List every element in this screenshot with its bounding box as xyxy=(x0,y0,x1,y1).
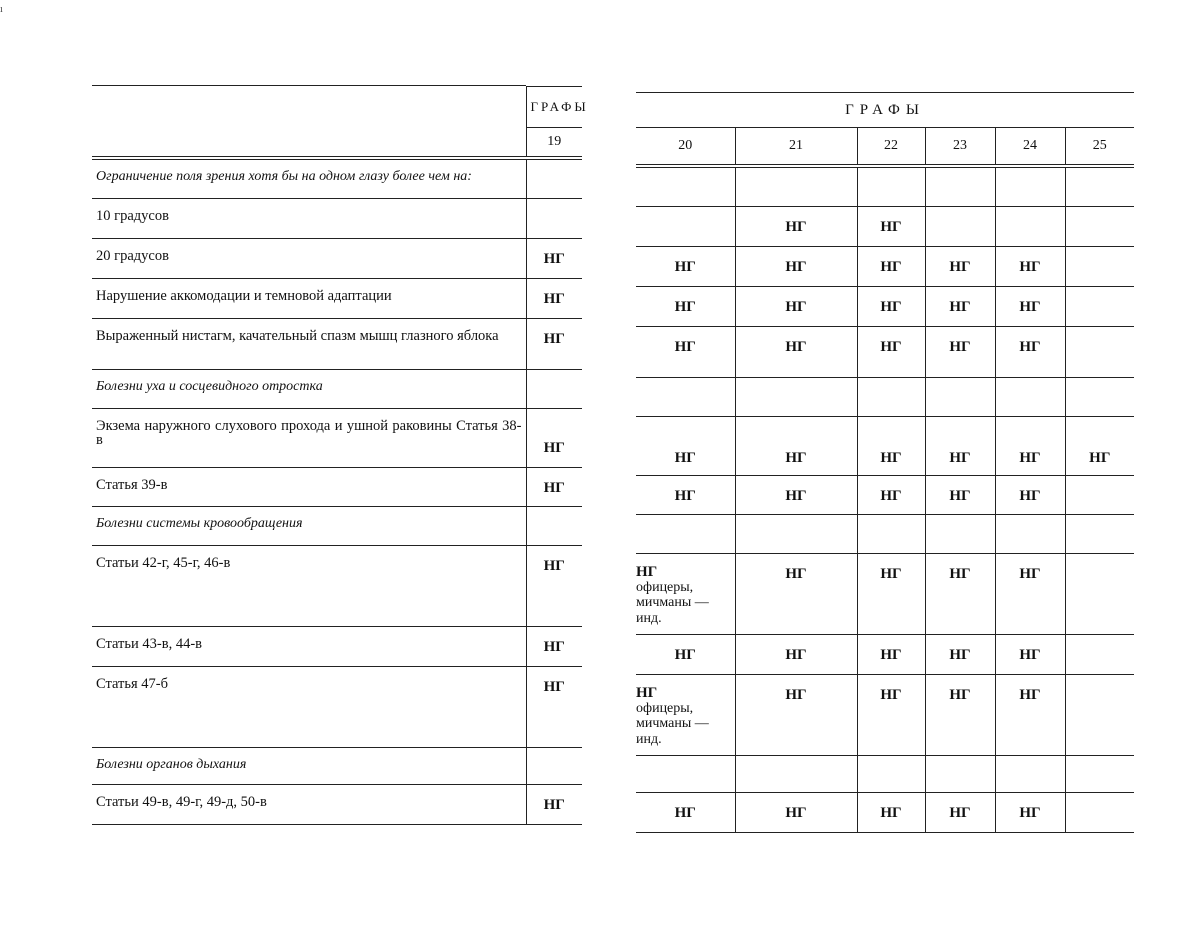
grid-cell xyxy=(636,377,735,416)
grid-cell xyxy=(1065,166,1134,206)
grid-cell xyxy=(857,514,925,553)
grid-cell: НГ xyxy=(1065,416,1134,475)
grid-cell xyxy=(1065,326,1134,377)
col19-cell: НГ xyxy=(526,666,582,747)
col19-cell: НГ xyxy=(526,238,582,278)
grid-cell xyxy=(1065,514,1134,553)
grid-cell xyxy=(636,755,735,792)
grid-cell xyxy=(1065,475,1134,514)
section-heading: Болезни уха и сосцевидного отростка xyxy=(92,369,526,408)
grid-cell: НГ xyxy=(857,634,925,674)
grid-cell: НГ xyxy=(995,326,1065,377)
grid-cell xyxy=(1065,634,1134,674)
col19-cell: НГ xyxy=(526,408,582,467)
grid-cell xyxy=(735,755,857,792)
grid-cell: НГ xyxy=(636,792,735,832)
grid-cell: НГ xyxy=(995,674,1065,755)
note-line2: мичманы — xyxy=(636,595,709,611)
grid-cell: НГ xyxy=(857,792,925,832)
grid-cell: НГ xyxy=(857,286,925,326)
grid-cell xyxy=(636,166,735,206)
grid-cell: НГ xyxy=(735,634,857,674)
grid-cell xyxy=(857,166,925,206)
grid-cell xyxy=(925,206,995,246)
row-label: Нарушение аккомодации и темновой адаптации xyxy=(92,278,526,318)
column-header-25: 25 xyxy=(1065,128,1134,167)
col19-cell: НГ xyxy=(526,278,582,318)
row-label: Выраженный нистагм, качательный спазм мышц глазного яблока xyxy=(92,318,526,369)
grid-cell xyxy=(925,377,995,416)
grid-cell: НГ xyxy=(636,475,735,514)
grid-cell: НГ xyxy=(857,246,925,286)
col19-cell: НГ xyxy=(526,626,582,666)
row-label: Экзема наружного слухового прохода и ушной раковины Статья 38-в xyxy=(92,408,526,467)
column-header-22: 22 xyxy=(857,128,925,167)
col19-cell xyxy=(526,506,582,545)
row-label: Статья 47-б xyxy=(92,666,526,747)
grid-cell: НГ xyxy=(735,416,857,475)
right-table xyxy=(636,92,1134,833)
grid-cell xyxy=(1065,286,1134,326)
row-label: Статьи 43-в, 44-в xyxy=(92,626,526,666)
col19-cell xyxy=(526,369,582,408)
grid-cell: НГ xyxy=(925,416,995,475)
grid-cell: НГ xyxy=(995,416,1065,475)
grid-cell: НГ xyxy=(925,326,995,377)
grid-cell: НГ xyxy=(925,553,995,634)
col19-cell xyxy=(526,747,582,784)
grid-cell xyxy=(1065,206,1134,246)
grid-cell: НГ xyxy=(735,206,857,246)
note-line1: офицеры, xyxy=(636,701,694,716)
grid-cell: НГ xyxy=(857,416,925,475)
note-ng: НГ xyxy=(636,563,658,580)
grid-cell xyxy=(1065,377,1134,416)
row-label: 20 градусов xyxy=(92,238,526,278)
grid-cell: НГ xyxy=(636,326,735,377)
right-page xyxy=(600,0,1181,941)
grid-cell: НГ xyxy=(735,286,857,326)
grid-cell: НГ xyxy=(636,416,735,475)
officers-note-cell xyxy=(636,553,735,634)
grid-cell: НГ xyxy=(995,246,1065,286)
grid-cell: НГ xyxy=(735,553,857,634)
grid-cell: НГ xyxy=(636,246,735,286)
margin-tick: ı xyxy=(0,4,3,15)
col19-cell: НГ xyxy=(526,784,582,824)
grid-cell: НГ xyxy=(925,674,995,755)
note-line2: мичманы — xyxy=(636,716,709,732)
col19-cell xyxy=(526,158,582,198)
column-header-19: 19 xyxy=(526,128,582,159)
grid-cell xyxy=(735,377,857,416)
grid-cell xyxy=(995,377,1065,416)
grid-cell xyxy=(735,514,857,553)
grid-cell: НГ xyxy=(925,792,995,832)
grid-cell: НГ xyxy=(995,475,1065,514)
grid-cell xyxy=(1065,246,1134,286)
grid-cell xyxy=(1065,553,1134,634)
left-table xyxy=(92,86,589,825)
grid-cell: НГ xyxy=(925,246,995,286)
grid-cell xyxy=(995,206,1065,246)
grid-cell: НГ xyxy=(857,475,925,514)
grid-cell xyxy=(735,166,857,206)
row-label: Статьи 42-г, 45-г, 46-в xyxy=(92,545,526,626)
column-header-23: 23 xyxy=(925,128,995,167)
grid-cell: НГ xyxy=(735,326,857,377)
grid-cell: НГ xyxy=(735,674,857,755)
grid-cell: НГ xyxy=(857,553,925,634)
grid-cell: НГ xyxy=(735,792,857,832)
grid-cell: НГ xyxy=(857,326,925,377)
grid-cell xyxy=(857,377,925,416)
grid-cell: НГ xyxy=(735,475,857,514)
note-ng: НГ xyxy=(636,684,658,701)
grid-cell: НГ xyxy=(636,634,735,674)
grid-cell xyxy=(995,755,1065,792)
grid-cell xyxy=(1065,674,1134,755)
grid-cell: НГ xyxy=(925,475,995,514)
row-label: Статья 39-в xyxy=(92,467,526,506)
grid-cell: НГ xyxy=(925,634,995,674)
grid-cell: НГ xyxy=(995,553,1065,634)
grid-cell xyxy=(636,514,735,553)
grid-cell: НГ xyxy=(925,286,995,326)
col19-cell: НГ xyxy=(526,545,582,626)
column-header-20: 20 xyxy=(636,128,735,167)
note-line1: офицеры, xyxy=(636,580,694,595)
row-label: 10 градусов xyxy=(92,198,526,238)
grid-cell: НГ xyxy=(636,286,735,326)
grid-cell: НГ xyxy=(735,246,857,286)
grid-cell xyxy=(925,755,995,792)
grid-cell: НГ xyxy=(995,792,1065,832)
column-header-21: 21 xyxy=(735,128,857,167)
col19-cell: НГ xyxy=(526,467,582,506)
grid-cell xyxy=(1065,755,1134,792)
column-header-24: 24 xyxy=(995,128,1065,167)
grafy-header: ГРАФЫ xyxy=(526,87,582,128)
section-heading: Болезни органов дыхания xyxy=(92,747,526,784)
grid-cell: НГ xyxy=(857,674,925,755)
note-line3: инд. xyxy=(636,610,662,626)
grid-cell xyxy=(1065,792,1134,832)
grafy-header: ГРАФЫ xyxy=(636,93,1134,128)
col19-cell xyxy=(526,198,582,238)
section-heading: Ограничение поля зрения хотя бы на одном глазу более чем на: xyxy=(92,158,526,198)
col19-cell: НГ xyxy=(526,318,582,369)
header-blank-cell xyxy=(92,87,526,159)
grid-cell xyxy=(995,166,1065,206)
grid-cell xyxy=(925,514,995,553)
grid-cell: НГ xyxy=(995,634,1065,674)
grid-cell: НГ xyxy=(857,206,925,246)
grid-cell xyxy=(857,755,925,792)
officers-note-cell xyxy=(636,674,735,755)
left-page xyxy=(0,0,590,941)
grid-cell: НГ xyxy=(995,286,1065,326)
section-heading: Болезни системы кровообращения xyxy=(92,506,526,545)
grid-cell xyxy=(636,206,735,246)
row-label: Статьи 49-в, 49-г, 49-д, 50-в xyxy=(92,784,526,824)
note-line3: инд. xyxy=(636,731,662,747)
grid-cell xyxy=(925,166,995,206)
grid-cell xyxy=(995,514,1065,553)
